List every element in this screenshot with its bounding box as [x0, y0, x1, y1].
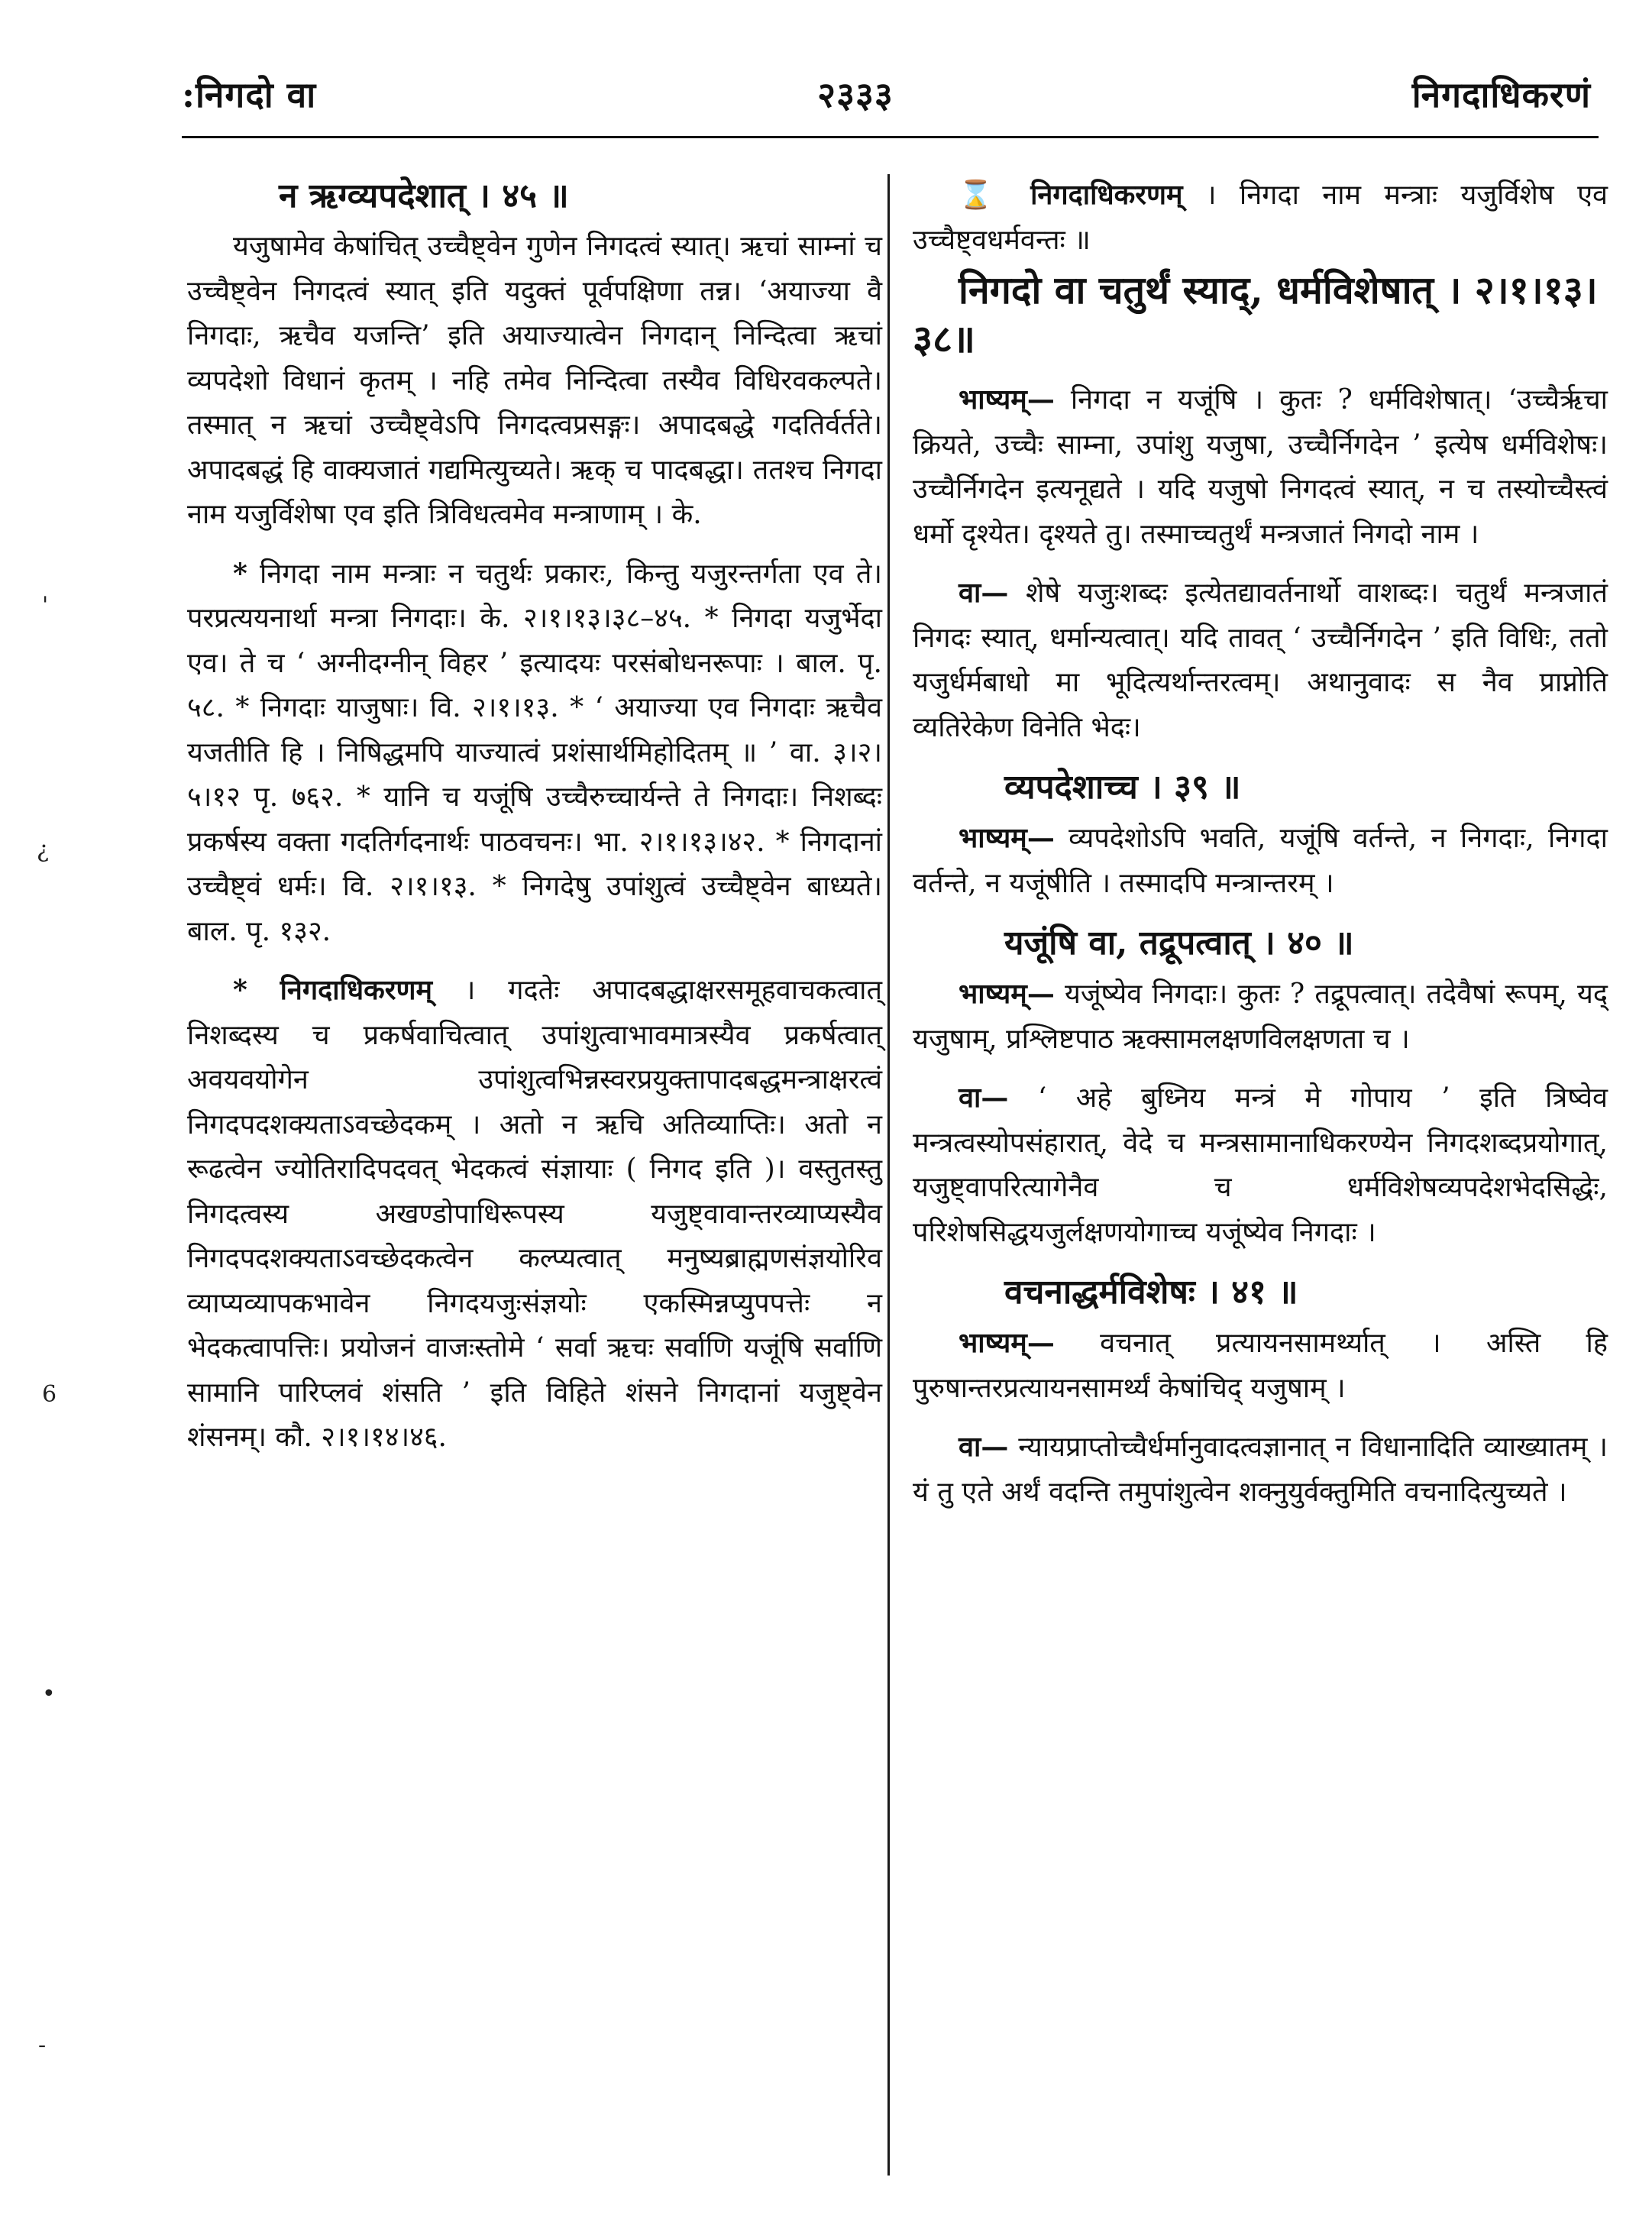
- varttika-38: [913, 571, 1608, 750]
- bhashya-39: [913, 816, 1608, 906]
- adhikarana-note-text: । गदतेः अपादबद्धाक्षरसमूहवाचकत्वात् निशब्दस्य च प्रकर्षवाचित्वात् उपांशुत्वाभावमात्रस्यैव प्रकर्षत्वात् अवयवयोगेन उपांशुत्वभिन्नस्वरप्रयुक्तापादबद्धमन्त्राक्षरत्वं निगदपदशक्यताऽवच्छेदकम् । अतो न ऋचि अतिव्याप्तिः। अतो न रूढत्वेन ज्योतिरादिपदवत् भेदकत्वं संज्ञायाः ( निगद इति )। वस्तुतस्तु निगदत्वस्य अखण्डोपाधिरूपस्य यजुष्ट्वावान्तरव्याप्यस्यैव निगदपदशक्यताऽवच्छेदकत्वेन कल्प्यत्वात् मनुष्यब्राह्मणसंज्ञयोरिव व्याप्यव्यापकभावेन निगदयजुःसंज्ञयोः एकस्मिन्नप्युपपत्तेः न भेदकत्वापत्तिः। प्रयोजनं वाजःस्तोमे ‘ सर्वा ऋचः सर्वाणि यजूंषि सर्वाणि सामानि पारिप्लवं शंसति ’ इति विहिते शंसने निगदानां यजुष्ट्वेन शंसनम्। कौ. २।१।१४।४६.: [187, 975, 882, 1453]
- bhashya-38-text: निगदा न यजूंषि । कुतः ? धर्मविशेषात्। ‘उच्चैर्ऋचा क्रियते, उच्चैः साम्ना, उपांशु यजुषा, उच्चैर्निगदेन ’ इत्येष धर्मविशेषः। उच्चैर्निगदेन इत्यनूद्यते । यदि यजुषो निगदत्वं स्यात्, न च तस्योच्चैस्त्वं धर्मो दृश्येत। दृश्यते तु। तस्माच्चतुर्थं मन्त्रजातं निगदो नाम ।: [913, 384, 1608, 550]
- left-column: [187, 173, 882, 1461]
- asterisk-mark: *: [233, 974, 247, 1006]
- sutra-40: यजूंषि वा, तद्रूपत्वात् । ४० ॥: [1004, 924, 1354, 962]
- bhashya-41-text: वचनात् प्रत्यायनसामर्थ्यात् । अस्ति हि पुरुषान्तरप्रत्यायनसामर्थ्यं केषांचिद् यजुषाम् ।: [913, 1328, 1608, 1404]
- bhashya-40: [913, 972, 1608, 1062]
- sutra-38: निगदो वा चतुर्थं स्याद्, धर्मविशेषात् । २।१।१३।३८॥: [913, 267, 1598, 361]
- bhashya-label: भाष्यम्—: [959, 1327, 1055, 1359]
- notes-text: निगदा नाम मन्त्राः न चतुर्थः प्रकारः, किन्तु यजुरन्तर्गता एव ते। परप्रत्ययनार्था मन्त्रा निगदाः। के. २।१।१३।३८–४५. * निगदा यजुर्भेदा एव। ते च ‘ अग्नीदग्नीन् विहर ’ इत्यादयः परसंबोधनरूपाः । बाल. पृ. ५८. * निगदाः याजुषाः। वि. २।१।१३. * ‘ अयाज्या एव निगदाः ऋचैव यजतीति हि । निषिद्धमपि याज्यात्वं प्रशंसार्थमिहोदितम् ॥ ’ वा. ३।२। ५।१२ पृ. ७६२. * यानि च यजूंषि उच्चैरुच्चार्यन्ते ते निगदाः। निशब्दः प्रकर्षस्य वक्ता गदतिर्गदनार्थः पाठवचनः। भा. २।१।१३।४२. * निगदानां उच्चैष्ट्वं धर्मः। वि. २।१।१३. * निगदेषु उपांशुत्वं उच्चैष्ट्वेन बाध्यते। बाल. पृ. १३२.: [187, 558, 882, 947]
- header-rule: [182, 136, 1599, 138]
- right-column: [913, 173, 1608, 1515]
- page-number: २३३३: [817, 74, 894, 115]
- bhashya-label: भाष्यम्—: [959, 822, 1055, 854]
- varttika-label: वा—: [959, 577, 1009, 609]
- margin-mark: •: [42, 1681, 56, 1707]
- adhikarana-intro: [913, 173, 1608, 263]
- varttika-41-text: न्यायप्राप्तोच्चैर्धर्मानुवादत्वज्ञानात् न विधानादिति व्याख्यातम् । यं तु एते अर्थं वदन्ति तमुपांशुत्वेन शक्नुयुर्वक्तुमिति वचनादित्युच्यते ।: [913, 1432, 1608, 1508]
- sutra-heading-45: न ऋग्व्यपदेशात् । ४५ ॥: [279, 176, 569, 215]
- sutra-41: वचनाद्धर्मविशेषः । ४१ ॥: [1004, 1273, 1298, 1312]
- notes-paragraph: [187, 552, 882, 955]
- sutra-39: व्यपदेशाच्च । ३९ ॥: [1004, 768, 1241, 807]
- bhashya-39-text: व्यपदेशोऽपि भवति, यजूंषि वर्तन्ते, न निगदाः, निगदा वर्तन्ते, न यजूंषीति । तस्मादपि मन्त्रान्तरम् ।: [913, 823, 1608, 899]
- margin-mark: -: [38, 2032, 47, 2059]
- bhashya-label: भाष्यम्—: [959, 383, 1055, 416]
- margin-mark: 6: [42, 1381, 57, 1408]
- adhikarana-note-paragraph: [187, 968, 882, 1461]
- bhashya-38: [913, 377, 1608, 557]
- commentary-paragraph: यजुषामेव केषांचित् उच्चैष्ट्वेन गुणेन निगदत्वं स्यात्। ऋचां साम्नां च उच्चैष्ट्वेन निगदत्वं स्यात् इति यदुक्तं पूर्वपक्षिणा तन्न। ‘अयाज्या वै निगदाः, ऋचैव यजन्ति’ इति अयाज्यात्वेन निगदान् निन्दित्वा ऋचां व्यपदेशो विधानं कृतम् । नहि तमेव निन्दित्वा तस्यैव विधिरवकल्पते। तस्मात् न ऋचां उच्चैष्ट्वेऽपि निगदत्वप्रसङ्गः। अपादबद्धे गदतिर्वर्तते। अपादबद्धं हि वाक्यजातं गद्यमित्युच्यते। ऋक् च पादबद्धा। ततश्च निगदा नाम यजुर्विशेषा एव इति त्रिविधत्वमेव मन्त्राणाम् । के.: [187, 231, 882, 530]
- column-divider: [887, 174, 890, 2176]
- asterisk-mark: *: [233, 557, 247, 590]
- running-head-left: :निगदो वा: [182, 74, 317, 115]
- adhikarana-heading: निगदाधिकरणम्: [1030, 179, 1183, 211]
- varttika-40-text: ‘ अहे बुध्निय मन्त्रं मे गोपाय ’ इति त्रिष्वेव मन्त्रत्वस्योपसंहारात्, वेदे च मन्त्रसामानाधिकरण्येन निगदशब्दप्रयोगात्, यजुष्ट्वापरित्यागेनैव च धर्मविशेषव्यपदेशभेदसिद्धेः, परिशेषसिद्धयजुर्लक्षणयोगाच्च यजूंष्येव निगदाः ।: [913, 1082, 1608, 1248]
- adhikarana-note-heading: निगदाधिकरणम्: [280, 974, 433, 1006]
- varttika-40: [913, 1076, 1608, 1255]
- hourglass-icon: ⌛: [959, 179, 1007, 211]
- bhashya-40-text: यजूंष्येव निगदाः। कुतः ? तद्रूपत्वात्। तदेवैषां रूपम्, यद् यजुषाम्, प्रश्लिष्टपाठ ऋक्सामलक्षणविलक्षणता च ।: [913, 979, 1608, 1055]
- varttika-label: वा—: [959, 1431, 1009, 1463]
- varttika-41: [913, 1425, 1608, 1515]
- bhashya-41: [913, 1321, 1608, 1411]
- margin-mark: ': [42, 592, 49, 619]
- margin-mark: ¿: [37, 836, 50, 863]
- varttika-label: वा—: [959, 1082, 1009, 1114]
- varttika-38-text: शेषे यजुःशब्दः इत्येतद्यावर्तनार्थो वाशब्दः। चतुर्थं मन्त्रजातं निगदः स्यात्, धर्मान्यत्वात्। यदि तावत् ‘ उच्चैर्निगदेन ’ इति विधिः, ततो यजुर्धर्मबाधो मा भूदित्यर्थान्तरत्वम्। अथानुवादः स नैव प्राप्नोति व्यतिरेकेण विनेति भेदः।: [913, 577, 1608, 743]
- adhikarana-intro-text: । निगदा नाम मन्त्राः यजुर्विशेष एव उच्चैष्ट्वधर्मवन्तः ॥: [913, 180, 1608, 256]
- running-head-right: निगदाधिकरणं: [1411, 74, 1591, 115]
- bhashya-label: भाष्यम्—: [959, 978, 1055, 1010]
